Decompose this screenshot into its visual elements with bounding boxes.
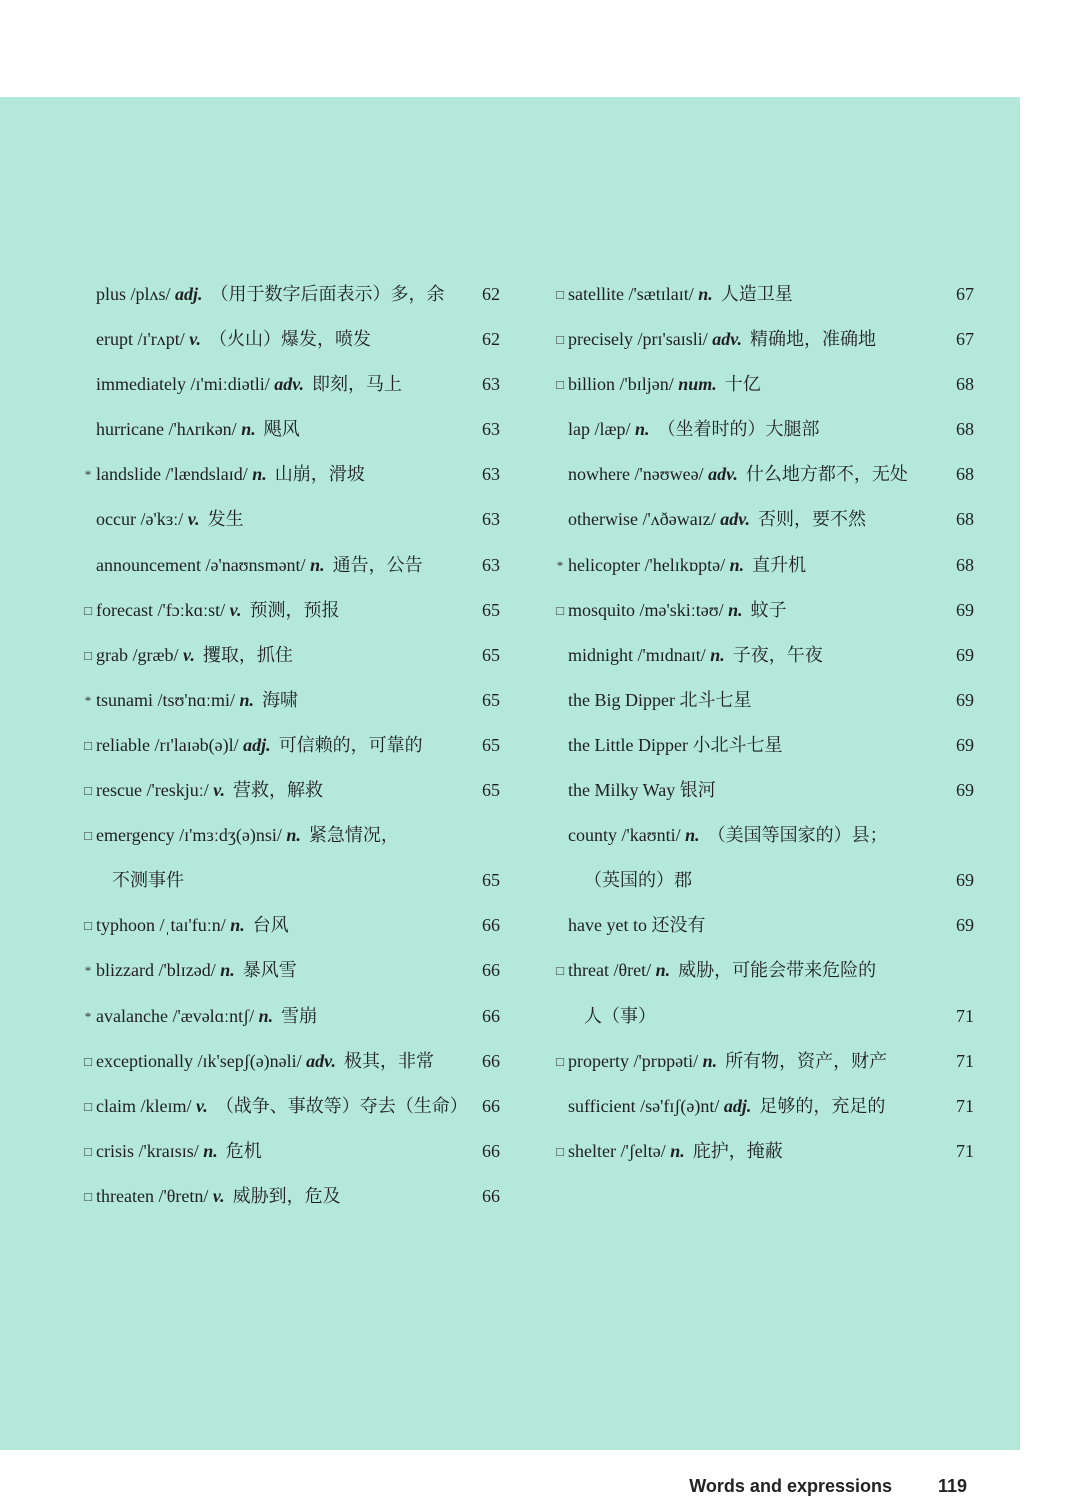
entry-page-number: 65: [482, 734, 500, 755]
entry-term: erupt /ɪ'rʌpt/: [96, 329, 190, 350]
vocab-entry: [80, 768, 500, 813]
entry-gloss: 精确地，准确地: [750, 329, 877, 350]
vocab-entry: [80, 1129, 500, 1174]
vocab-entry: [552, 452, 974, 497]
entry-page-number: 63: [482, 464, 500, 485]
entry-page-number: 69: [956, 734, 974, 755]
entry-gloss: 人造卫星: [720, 284, 793, 304]
entry-text: [568, 588, 787, 633]
entry-part-of-speech: adj.: [175, 284, 203, 304]
entry-gloss: 不测事件: [112, 870, 184, 891]
vocab-entry: [552, 1129, 974, 1174]
entry-marker: *: [84, 692, 92, 708]
entry-term: announcement /ə'naʊnsmənt/: [96, 554, 311, 575]
glossary-panel: [0, 97, 1020, 1450]
vocab-entry: [80, 813, 500, 858]
entry-marker: *: [84, 467, 92, 483]
entry-term: midnight /'mɪdnaɪt/: [568, 644, 711, 665]
entry-term: helicopter /'helɪkɒptə/: [568, 554, 730, 575]
entry-page-number: 66: [482, 1050, 500, 1071]
entry-part-of-speech: v.: [189, 329, 202, 350]
entry-text: [96, 362, 402, 407]
vocab-entry: [80, 497, 500, 542]
entry-gloss: 即刻，马上: [312, 374, 403, 395]
entry-text: [96, 1174, 341, 1219]
entry-marker: *: [84, 963, 92, 979]
entry-part-of-speech: n.: [702, 1050, 718, 1071]
entry-text: [96, 678, 298, 723]
entry-gloss: 台风: [252, 915, 289, 936]
vocab-entry: [80, 272, 500, 317]
entry-part-of-speech: n.: [670, 1140, 685, 1161]
entry-gloss: （美国等国家的）县；: [707, 825, 888, 846]
entry-term: mosquito /mə'skiːtəʊ/: [568, 599, 729, 620]
entry-text: [568, 723, 782, 768]
footer-title: Words and expressions: [689, 1476, 892, 1496]
entry-marker: □: [556, 287, 564, 302]
vocab-entry: [552, 768, 974, 813]
page-number: 119: [937, 1476, 967, 1496]
entry-text: [568, 633, 823, 678]
entry-marker: □: [84, 1143, 92, 1159]
entry-page-number: 68: [956, 374, 974, 395]
entry-gloss: 子夜，午夜: [732, 644, 823, 665]
entry-part-of-speech: num.: [678, 374, 717, 395]
vocab-entry: [80, 903, 500, 948]
vocab-entry: [552, 1039, 974, 1084]
entry-gloss: （用于数字后面表示）多，余: [210, 284, 445, 304]
entry-page-number: 62: [482, 329, 500, 350]
entry-gloss: 通告，公告: [332, 554, 423, 575]
entry-term: typhoon /ˌtaɪ'fuːn/: [96, 915, 231, 936]
entry-text: [568, 543, 806, 588]
entry-part-of-speech: adv.: [708, 464, 738, 485]
entry-term: avalanche /'ævəlɑːntʃ/: [96, 1005, 259, 1026]
entry-gloss: 威胁，可能会带来危险的: [678, 960, 877, 981]
entry-marker: □: [84, 1098, 92, 1114]
entry-text: [584, 994, 656, 1039]
entry-text: [568, 497, 866, 542]
entry-gloss: 攫取，抓住: [202, 644, 293, 665]
entry-page-number: 67: [956, 284, 974, 304]
entry-part-of-speech: n.: [286, 825, 301, 846]
entry-term: property /'prɒpəti/: [568, 1050, 703, 1071]
entry-text: [96, 768, 323, 813]
entry-page-number: 69: [956, 915, 974, 936]
entry-gloss: 山崩，滑坡: [274, 464, 365, 485]
entry-part-of-speech: adv.: [720, 509, 751, 530]
entry-gloss: 紧急情况，: [308, 825, 399, 846]
entry-page-number: 66: [482, 1095, 500, 1116]
entry-part-of-speech: n.: [728, 599, 743, 620]
entry-part-of-speech: n.: [241, 419, 256, 440]
vocab-entry: [552, 813, 974, 858]
entry-page-number: 69: [956, 870, 974, 891]
entry-part-of-speech: adv.: [274, 374, 305, 395]
entry-page-number: 66: [482, 1185, 500, 1206]
entry-text: [568, 407, 820, 452]
entry-text: [96, 588, 339, 633]
entry-gloss: 人（事）: [584, 1005, 656, 1026]
entry-page-number: 65: [482, 599, 500, 620]
entry-page-number: 69: [956, 644, 974, 665]
vocab-entry: [552, 723, 974, 768]
entry-term: emergency /ɪ'mɜːdʒ(ə)nsi/: [96, 825, 287, 846]
entry-text: [96, 272, 445, 317]
vocab-entry: [552, 497, 974, 542]
left-column: [80, 272, 500, 1219]
entry-term: lap /læp/: [568, 419, 635, 440]
entry-term: tsunami /tsʊ'nɑːmi/: [96, 689, 240, 710]
entry-part-of-speech: v.: [187, 509, 200, 530]
entry-marker: □: [84, 602, 92, 618]
entry-gloss: 否则，要不然: [758, 509, 867, 530]
entry-text: [96, 633, 293, 678]
vocab-entry-continuation: [552, 858, 974, 903]
entry-text: [96, 813, 399, 858]
entry-term: blizzard /'blɪzəd/: [96, 960, 221, 981]
entry-marker: □: [84, 918, 92, 934]
entry-part-of-speech: adv.: [306, 1050, 336, 1071]
entry-gloss: 极其，非常: [344, 1050, 434, 1071]
entry-term: threaten /'θretn/: [96, 1185, 213, 1206]
entry-page-number: 65: [482, 689, 500, 710]
entry-term: threat /θret/: [568, 960, 656, 981]
entry-marker: □: [84, 828, 92, 844]
entry-text: [568, 813, 888, 858]
entry-page-number: 69: [956, 780, 974, 801]
vocab-entry: [552, 362, 974, 407]
entry-term: reliable /rɪ'laɪəb(ə)l/: [96, 734, 244, 755]
entry-part-of-speech: v.: [213, 780, 226, 801]
vocab-entry: [80, 948, 500, 993]
vocab-entry: [552, 407, 974, 452]
entry-page-number: 68: [956, 554, 974, 575]
entry-gloss: 还没有: [651, 915, 706, 936]
entry-marker: □: [556, 1053, 564, 1069]
vocab-entry: [552, 317, 974, 362]
entry-gloss: 十亿: [724, 374, 761, 395]
entry-gloss: 庇护，掩蔽: [692, 1140, 783, 1161]
entry-gloss: （坐着时的）大腿部: [657, 419, 820, 440]
entry-page-number: 66: [482, 1005, 500, 1026]
entry-term: plus /plʌs/: [96, 284, 176, 304]
vocab-entry-continuation: [80, 858, 500, 903]
entry-text: [96, 723, 423, 768]
entry-part-of-speech: n.: [710, 644, 725, 665]
entry-text: [568, 768, 716, 813]
entry-marker: □: [84, 783, 92, 799]
entry-page-number: 68: [956, 419, 974, 440]
entry-term: occur /ə'kɜː/: [96, 509, 188, 530]
entry-page-number: 65: [482, 780, 500, 801]
vocab-entry: [80, 588, 500, 633]
vocab-entry: [80, 317, 500, 362]
entry-marker: □: [84, 1188, 92, 1204]
entry-page-number: 66: [482, 960, 500, 981]
entry-part-of-speech: adj.: [723, 1095, 752, 1116]
vocab-entry-continuation: [552, 994, 974, 1039]
entry-term: immediately /ɪ'miːdiətli/: [96, 374, 275, 395]
entry-text: [112, 858, 184, 903]
entry-gloss: 银河: [679, 780, 716, 801]
vocab-entry: [80, 543, 500, 588]
entry-gloss: 什么地方都不，无处: [745, 464, 908, 485]
entry-term: shelter /'ʃeltə/: [568, 1140, 671, 1161]
entry-text: [96, 994, 317, 1039]
entry-text: [584, 858, 692, 903]
entry-page-number: 71: [956, 1140, 974, 1161]
entry-gloss: 可信赖的，可靠的: [278, 734, 423, 755]
entry-part-of-speech: n.: [729, 554, 745, 575]
entry-gloss: 直升机: [752, 554, 807, 575]
entry-page-number: 63: [482, 509, 500, 530]
entry-part-of-speech: n.: [698, 284, 713, 304]
entry-page-number: 66: [482, 1140, 500, 1161]
entry-text: [568, 452, 908, 497]
entry-part-of-speech: n.: [655, 960, 671, 981]
entry-term: the Big Dipper: [568, 689, 680, 710]
entry-gloss: 发生: [207, 509, 244, 530]
entry-term: exceptionally /ɪk'sepʃ(ə)nəli/: [96, 1050, 307, 1071]
entry-text: [96, 497, 244, 542]
entry-part-of-speech: adj.: [243, 734, 271, 755]
entry-marker: □: [556, 963, 564, 979]
page-footer: [0, 1470, 1080, 1504]
entry-part-of-speech: v.: [195, 1095, 208, 1116]
entry-text: [568, 948, 876, 993]
entry-part-of-speech: n.: [685, 825, 700, 846]
entry-marker: □: [84, 1053, 92, 1069]
entry-gloss: 雪崩: [281, 1005, 318, 1026]
entry-page-number: 65: [482, 644, 500, 665]
entry-part-of-speech: v.: [229, 599, 242, 620]
vocab-entry: [80, 678, 500, 723]
entry-text: [96, 543, 423, 588]
entry-term: otherwise /'ʌðəwaɪz/: [568, 509, 721, 530]
entry-gloss: 预测，预报: [249, 599, 340, 620]
entry-text: [96, 1084, 468, 1129]
entry-page-number: 63: [482, 554, 500, 575]
vocab-entry: [80, 1039, 500, 1084]
entry-term: sufficient /sə'fɪʃ(ə)nt/: [568, 1095, 724, 1116]
vocab-entry: [80, 362, 500, 407]
entry-part-of-speech: v.: [212, 1185, 225, 1206]
entry-marker: *: [84, 1008, 92, 1024]
entry-page-number: 68: [956, 464, 974, 485]
entry-marker: □: [556, 602, 564, 618]
entry-gloss: 威胁到，危及: [232, 1185, 341, 1206]
vocab-entry: [552, 948, 974, 993]
entry-gloss: （火山）爆发，喷发: [209, 329, 372, 350]
entry-part-of-speech: n.: [220, 960, 235, 981]
entry-text: [568, 272, 793, 317]
vocab-entry: [80, 1174, 500, 1219]
vocab-entry: [552, 633, 974, 678]
entry-text: [96, 948, 297, 993]
entry-text: [568, 1129, 783, 1174]
entry-term: crisis /'kraɪsɪs/: [96, 1140, 204, 1161]
vocab-entry: [80, 407, 500, 452]
entry-marker: □: [84, 737, 92, 753]
entry-text: [96, 903, 289, 948]
vocab-entry: [80, 633, 500, 678]
entry-part-of-speech: n.: [239, 689, 255, 710]
vocab-entry: [552, 1084, 974, 1129]
entry-page-number: 67: [956, 329, 974, 350]
entry-text: [96, 317, 371, 362]
entry-marker: *: [556, 557, 564, 573]
entry-page-number: 65: [482, 870, 500, 891]
entry-gloss: （英国的）郡: [584, 870, 692, 891]
entry-text: [568, 317, 876, 362]
entry-term: the Little Dipper: [568, 734, 693, 755]
vocab-entry: [80, 994, 500, 1039]
entry-text: [568, 362, 761, 407]
entry-text: [96, 452, 365, 497]
entry-page-number: 63: [482, 419, 500, 440]
entry-marker: □: [556, 1143, 564, 1159]
entry-term: have yet to: [568, 915, 652, 936]
entry-gloss: 蚊子: [750, 599, 787, 620]
entry-text: [96, 1039, 434, 1084]
entry-part-of-speech: n.: [310, 554, 325, 575]
entry-marker: □: [556, 377, 564, 393]
entry-text: [568, 903, 705, 948]
entry-gloss: 暴风雪: [242, 960, 297, 981]
entry-page-number: 71: [956, 1005, 974, 1026]
entry-page-number: 66: [482, 915, 500, 936]
entry-gloss: 所有物，资产，财产: [725, 1050, 888, 1071]
entry-part-of-speech: n.: [635, 419, 650, 440]
entry-page-number: 62: [482, 284, 500, 304]
vocab-entry: [80, 452, 500, 497]
entry-gloss: 飓风: [263, 419, 300, 440]
entry-term: forecast /'fɔːkɑːst/: [96, 599, 230, 620]
vocab-entry: [552, 543, 974, 588]
vocab-entry: [552, 903, 974, 948]
entry-term: nowhere /'nəʊweə/: [568, 464, 709, 485]
entry-gloss: 危机: [225, 1140, 262, 1161]
entry-term: billion /'bɪljən/: [568, 374, 679, 395]
entry-gloss: 北斗七星: [679, 689, 752, 710]
entry-page-number: 63: [482, 374, 500, 395]
entry-term: county /'kaʊnti/: [568, 825, 686, 846]
entry-text: [96, 1129, 262, 1174]
vocab-entry: [80, 1084, 500, 1129]
vocab-entry: [552, 588, 974, 633]
entry-part-of-speech: adv.: [712, 329, 743, 350]
entry-term: hurricane /'hʌrɪkən/: [96, 419, 242, 440]
entry-page-number: 68: [956, 509, 974, 530]
entry-part-of-speech: n.: [258, 1005, 274, 1026]
entry-text: [568, 678, 751, 723]
entry-part-of-speech: n.: [252, 464, 267, 485]
entry-page-number: 69: [956, 689, 974, 710]
vocab-entry: [552, 678, 974, 723]
entry-page-number: 71: [956, 1050, 974, 1071]
entry-part-of-speech: n.: [230, 915, 245, 936]
entry-text: [568, 1039, 887, 1084]
entry-marker: □: [84, 647, 92, 663]
vocab-entry: [552, 272, 974, 317]
entry-term: landslide /'lændslaɪd/: [96, 464, 253, 485]
vocab-entry: [80, 723, 500, 768]
entry-term: precisely /prɪ'saɪsli/: [568, 329, 713, 350]
entry-part-of-speech: n.: [203, 1140, 218, 1161]
right-column: [552, 272, 974, 1174]
entry-gloss: 足够的，充足的: [759, 1095, 886, 1116]
entry-term: grab /græb/: [96, 644, 183, 665]
entry-text: [568, 1084, 885, 1129]
entry-page-number: 71: [956, 1095, 974, 1116]
entry-term: satellite /'sætɪlaɪt/: [568, 284, 699, 304]
entry-gloss: （战争、事故等）夺去（生命）: [215, 1095, 468, 1116]
entry-term: claim /kleɪm/: [96, 1095, 196, 1116]
entry-gloss: 海啸: [262, 689, 299, 710]
entry-term: the Milky Way: [568, 780, 680, 801]
entry-gloss: 营救，解救: [233, 780, 324, 801]
entry-text: [96, 407, 300, 452]
entry-page-number: 69: [956, 599, 974, 620]
entry-term: rescue /'reskjuː/: [96, 780, 214, 801]
entry-marker: □: [556, 332, 564, 348]
entry-part-of-speech: v.: [183, 644, 195, 665]
entry-gloss: 小北斗七星: [692, 734, 783, 755]
